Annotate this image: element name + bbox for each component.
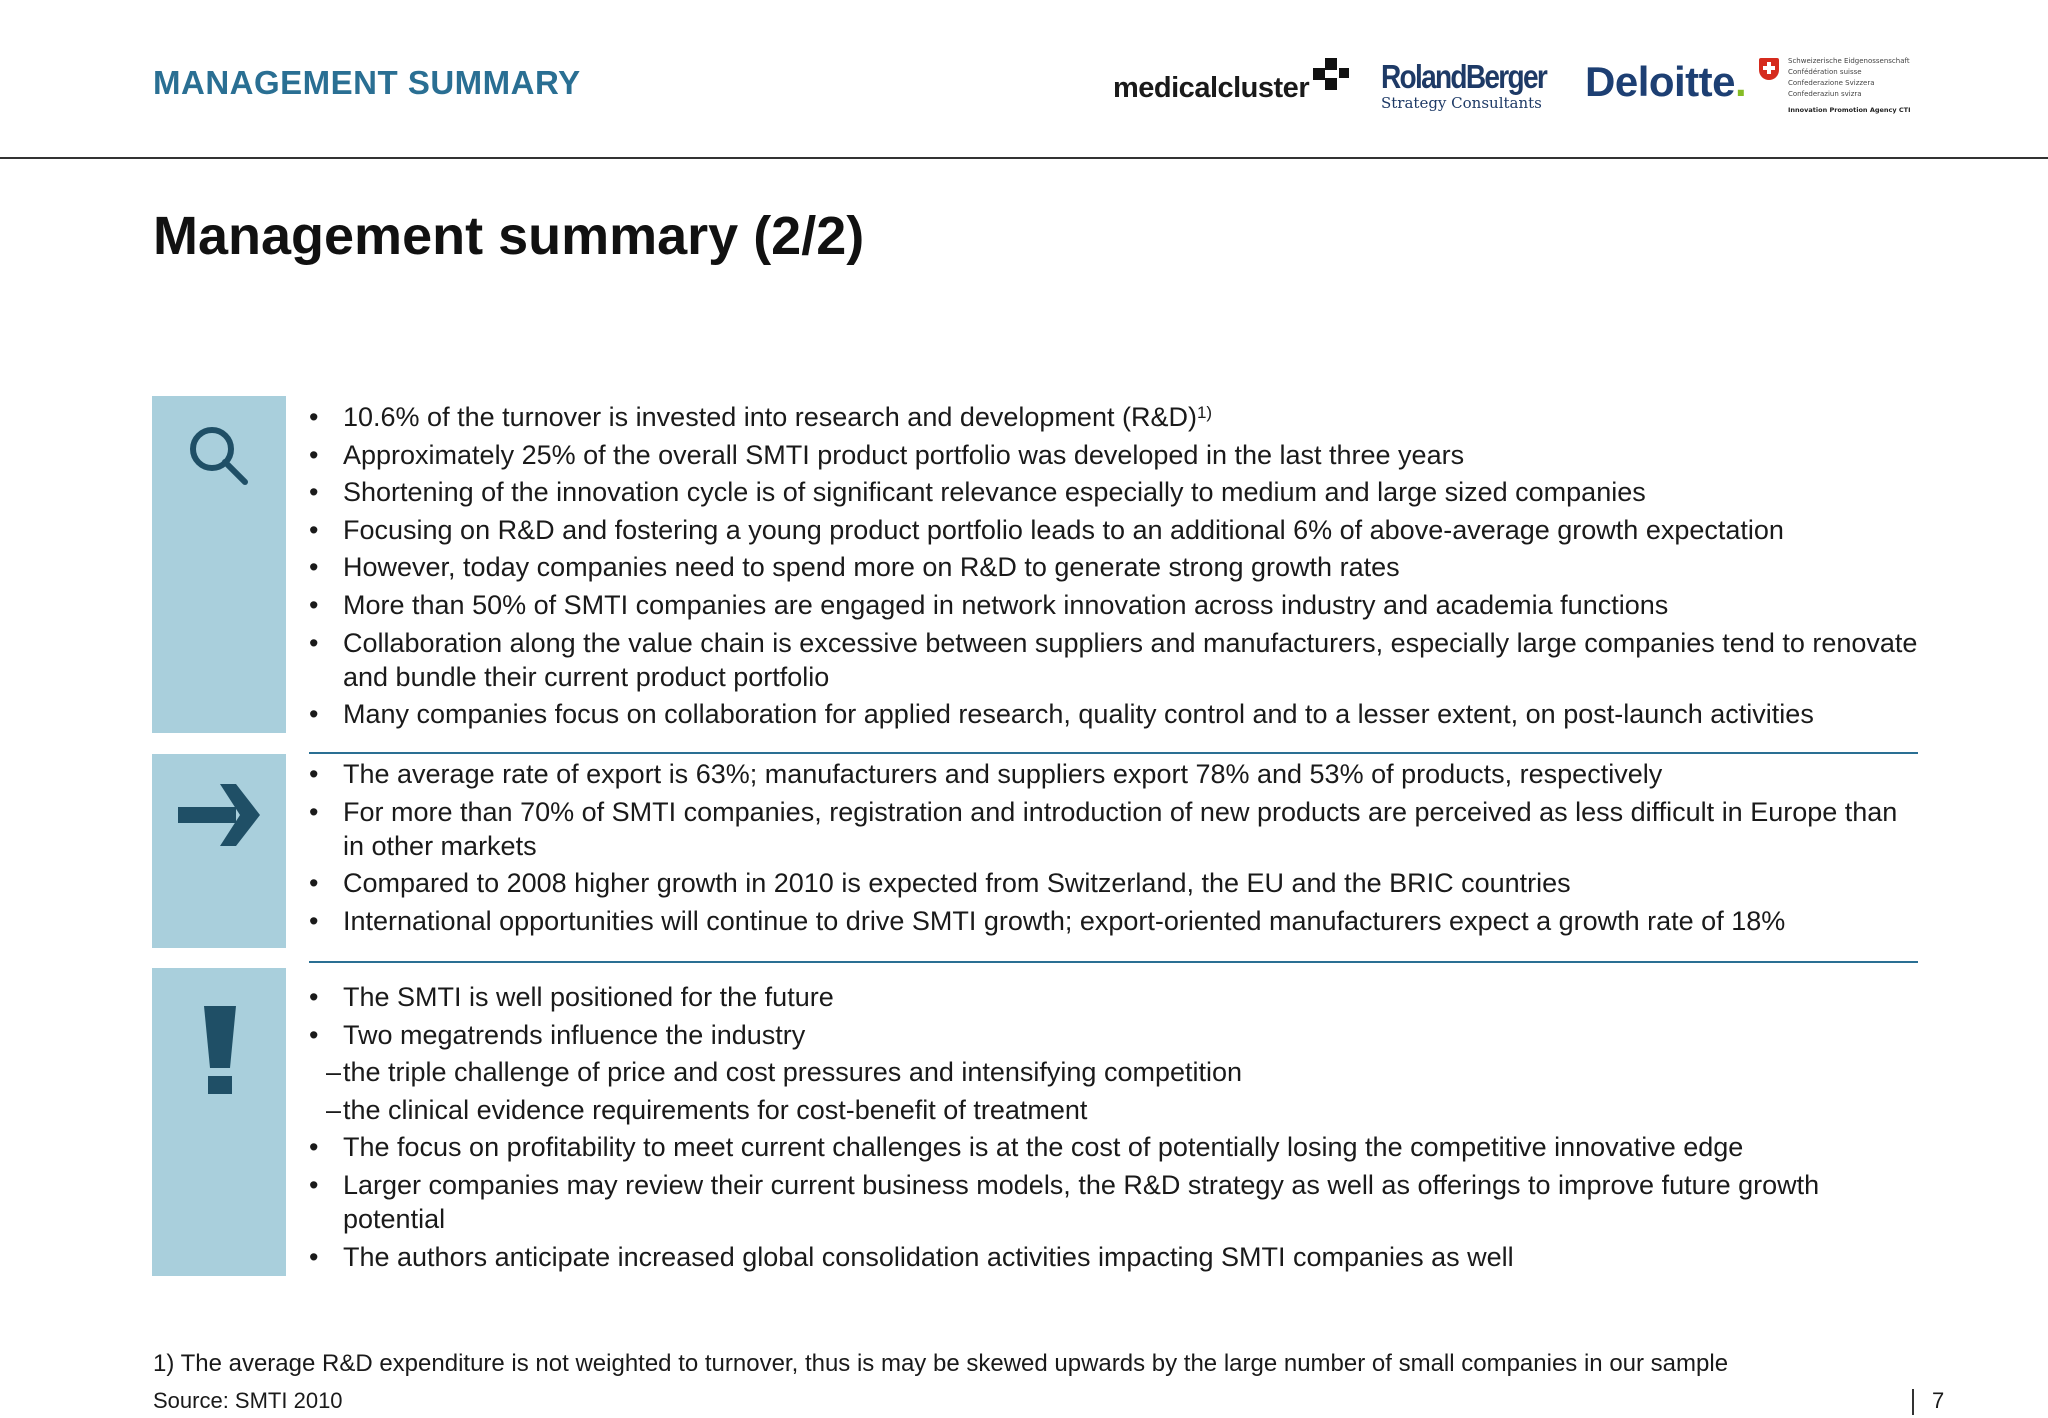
bullet-item — [309, 1240, 1919, 1274]
bullet-item — [309, 1168, 1919, 1236]
footnote: 1) The average R&D expenditure is not weighted to turnover, thus is may be skewed upwards by the large number of small companies in our sample — [153, 1350, 1729, 1377]
roland-berger-logo-sub: Strategy Consultants — [1381, 94, 1542, 112]
medical-cluster-logo-mark — [1313, 58, 1353, 94]
deloitte-logo — [1585, 58, 1746, 106]
bullet-list — [309, 757, 1919, 938]
page-number-value: 7 — [1932, 1388, 1945, 1413]
bullet-text: International opportunities will continue to drive SMTI growth; export-oriented manufacturers expect a growth rate of 18% — [343, 905, 1786, 936]
medical-cluster-logo-text: medicalcluster — [1113, 72, 1310, 104]
bullet-text: the triple challenge of price and cost pressures and intensifying competition — [343, 1057, 1243, 1088]
bullet-text: The authors anticipate increased global consolidation activities impacting SMTI companies as well — [343, 1241, 1514, 1272]
bullet-text: More than 50% of SMTI companies are engaged in network innovation across industry and academia functions — [343, 589, 1669, 620]
bullet-text: Compared to 2008 higher growth in 2010 is expected from Switzerland, the EU and the BRIC countries — [343, 868, 1571, 899]
bullet-item — [309, 757, 1919, 791]
bullet-list — [309, 980, 1919, 1274]
bullet-text: The focus on profitability to meet current challenges is at the cost of potentially losing the competitive innovative edge — [343, 1132, 1744, 1163]
section-divider — [309, 961, 1918, 963]
bullet-text: the clinical evidence requirements for cost-benefit of treatment — [343, 1094, 1088, 1125]
header-divider — [0, 157, 2048, 159]
bullet-item — [309, 866, 1919, 900]
bullet-item — [309, 550, 1919, 584]
page-number — [1912, 1388, 1944, 1415]
confederation-line: Schweizerische Eidgenossenschaft — [1788, 57, 1910, 65]
swiss-confederation-logo — [1759, 56, 1933, 118]
bullet-item — [309, 475, 1919, 509]
bullet-text: Two megatrends influence the industry — [343, 1019, 806, 1050]
bullet-text: 10.6% of the turnover is invested into research and development (R&D) — [343, 402, 1197, 432]
bullet-text: For more than 70% of SMTI companies, registration and introduction of new products are perceived as less difficult in Europe than in other markets — [343, 796, 1898, 861]
bullet-list — [309, 400, 1919, 731]
bullet-text: The SMTI is well positioned for the future — [343, 982, 834, 1012]
source-note: Source: SMTI 2010 — [153, 1388, 343, 1413]
section-research — [309, 400, 1919, 735]
footnote-marker: 1) — [1196, 403, 1213, 422]
swiss-flag-icon — [1759, 58, 1779, 80]
arrow-right-icon — [176, 782, 262, 848]
roland-berger-logo — [1381, 58, 1575, 112]
bullet-item — [309, 438, 1919, 472]
bullet-item — [309, 980, 1919, 1014]
section-divider — [309, 752, 1918, 754]
confederation-line: Confédération suisse — [1788, 68, 1862, 76]
sub-bullet-item — [309, 1093, 1919, 1127]
innovation-agency-label: Innovation Promotion Agency CTI — [1788, 106, 1911, 114]
deloitte-logo-text: Deloitte — [1585, 58, 1736, 105]
bullet-item — [309, 400, 1919, 434]
confederation-lines — [1788, 56, 1910, 100]
exclamation-icon — [200, 1004, 240, 1096]
bullet-item — [309, 697, 1919, 731]
bullet-item — [309, 1018, 1919, 1052]
bullet-item — [309, 795, 1919, 863]
section-icon-panel — [152, 754, 286, 948]
bullet-item — [309, 626, 1919, 694]
bullet-text: Collaboration along the value chain is excessive between suppliers and manufacturers, especially large companies tend to renovate and bundle their current product portfolio — [343, 627, 1918, 692]
page-title: Management summary (2/2) — [153, 206, 865, 266]
section-icon-panel — [152, 396, 286, 733]
magnifier-icon — [187, 424, 253, 490]
bullet-text: However, today companies need to spend more on R&D to generate strong growth rates — [343, 552, 1400, 583]
bullet-text: Shortening of the innovation cycle is of significant relevance especially to medium and large sized companies — [343, 477, 1646, 508]
header-section-title: MANAGEMENT SUMMARY — [153, 64, 581, 101]
bullet-item — [309, 513, 1919, 547]
bullet-item — [309, 904, 1919, 938]
deloitte-logo-dot: . — [1735, 58, 1747, 105]
section-icon-panel — [152, 968, 286, 1276]
bullet-item — [309, 1130, 1919, 1164]
bullet-text: Larger companies may review their current business models, the R&D strategy as well as offerings to improve future growth potential — [343, 1169, 1820, 1234]
bullet-text: Focusing on R&D and fostering a young product portfolio leads to an additional 6% of above-average growth expectation — [343, 514, 1784, 545]
page-number-divider — [1912, 1389, 1914, 1415]
bullet-text: The average rate of export is 63%; manufacturers and suppliers export 78% and 53% of products, respectively — [343, 759, 1663, 789]
bullet-text: Approximately 25% of the overall SMTI product portfolio was developed in the last three years — [343, 439, 1465, 470]
section-outlook — [309, 980, 1919, 1277]
confederation-line: Confederazione Svizzera — [1788, 79, 1875, 87]
bullet-text: Many companies focus on collaboration for applied research, quality control and to a lesser extent, on post-launch activities — [343, 699, 1814, 730]
confederation-line: Confederaziun svizra — [1788, 90, 1862, 98]
sub-bullet-item — [309, 1055, 1919, 1089]
section-export — [309, 757, 1919, 941]
bullet-item — [309, 588, 1919, 622]
roland-berger-logo-name: RolandBerger — [1381, 58, 1547, 95]
